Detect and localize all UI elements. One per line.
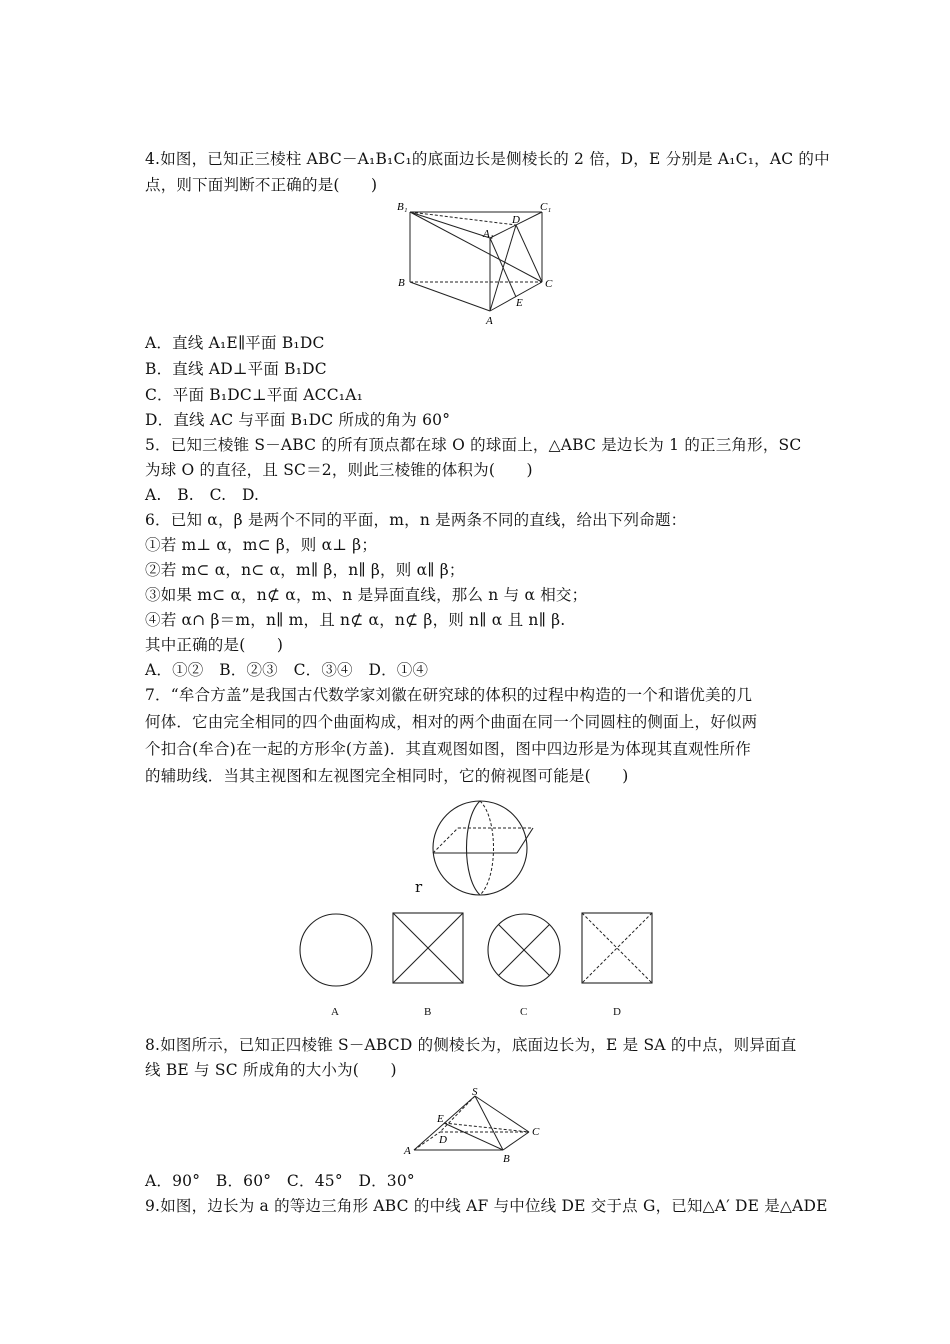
q4-line2: 点，则下面判断不正确的是( ) (145, 176, 378, 194)
q5-options: A. B. C. D. (145, 486, 260, 504)
q7-line1: 7．“牟合方盖”是我国古代数学家刘徽在研究球的体积的过程中构造的一个和谐优美的几 (145, 686, 753, 704)
q8-pyramid-figure (402, 1086, 552, 1166)
q6-prop-1: ①若 m⊥ α，m⊂ β，则 α⊥ β； (145, 536, 378, 554)
q8-options: A．90° B．60° C．45° D．30° (145, 1172, 415, 1190)
q4-option-c: C．平面 B₁DC⊥平面 ACC₁A₁ (145, 386, 364, 404)
label-A1: A₁ (483, 228, 494, 240)
label-A: A (404, 1145, 411, 1157)
q6-prop-2: ②若 m⊂ α，n⊂ α，m∥ β，n∥ β，则 α∥ β； (145, 561, 465, 579)
q4-line1: 4.如图，已知正三棱柱 ABC－A₁B₁C₁的底面边长是侧棱长的 2 倍，D，E 分别是 A₁C₁，AC 的中 (145, 150, 830, 168)
label-D: D (439, 1134, 447, 1146)
label-B: B (398, 277, 405, 289)
label-B1: B₁ (397, 201, 408, 213)
label-S: S (472, 1086, 478, 1098)
q6-ask: 其中正确的是( ) (145, 636, 284, 654)
q7-line2: 何体．它由完全相同的四个曲面构成，相对的两个曲面在同一个同圆柱的侧面上，好似两 (145, 713, 758, 731)
q9-line1: 9.如图，边长为 a 的等边三角形 ABC 的中线 AF 与中位线 DE 交于点 G，已知△A′ DE 是△ADE (145, 1197, 828, 1215)
q7-caption-d: D (613, 1006, 621, 1018)
q7-option-c-figure (486, 912, 562, 988)
q4-option-b: B．直线 AD⊥平面 B₁DC (145, 360, 327, 378)
q6-prop-4: ④若 α∩ β＝m，n∥ m，且 n⊄ α，n⊄ β，则 n∥ α 且 n∥ β. (145, 611, 566, 629)
q4-option-d: D．直线 AC 与平面 B₁DC 所成的角为 60° (145, 411, 451, 429)
q7-option-d-figure (581, 912, 653, 984)
q5-line2: 为球 O 的直径，且 SC＝2，则此三棱锥的体积为( ) (145, 461, 533, 479)
q7-line3: 个扣合(牟合)在一起的方形伞(方盖)．其直观图如图，图中四边形是为体现其直观性所作 (145, 740, 751, 758)
stray-character: r (415, 878, 423, 896)
q5-line1: 5．已知三棱锥 S－ABC 的所有顶点都在球 O 的球面上，△ABC 是边长为 1 的正三角形，SC (145, 436, 802, 454)
label-C: C (545, 278, 553, 290)
label-E: E (516, 297, 523, 309)
label-E: E (437, 1113, 444, 1125)
label-B: B (503, 1153, 510, 1165)
q7-mouhe-fanggai-figure (425, 800, 537, 896)
q7-caption-a: A (331, 1006, 339, 1018)
q7-line4: 的辅助线．当其主视图和左视图完全相同时，它的俯视图可能是( ) (145, 767, 629, 785)
q6-prop-3: ③如果 m⊂ α，n⊄ α，m、n 是异面直线，那么 n 与 α 相交； (145, 586, 588, 604)
q8-line2: 线 BE 与 SC 所成角的大小为( ) (145, 1061, 397, 1079)
q7-caption-c: C (520, 1006, 528, 1018)
q7-option-a-figure (298, 912, 374, 988)
q8-line1: 8.如图所示，已知正四棱锥 S－ABCD 的侧棱长为，底面边长为，E 是 SA 的中点，则异面直 (145, 1036, 797, 1054)
label-C1: C₁ (540, 201, 552, 213)
label-C: C (532, 1126, 540, 1138)
label-A: A (486, 315, 493, 327)
q6-line1: 6．已知 α，β 是两个不同的平面，m，n 是两条不同的直线，给出下列命题： (145, 511, 687, 529)
q6-options: A．①② B．②③ C．③④ D．①④ (145, 661, 429, 679)
label-D: D (512, 214, 520, 226)
q4-prism-figure (395, 198, 565, 328)
q4-option-a: A．直线 A₁E∥平面 B₁DC (145, 334, 325, 352)
q7-option-b-figure (392, 912, 464, 984)
q7-caption-b: B (424, 1006, 432, 1018)
